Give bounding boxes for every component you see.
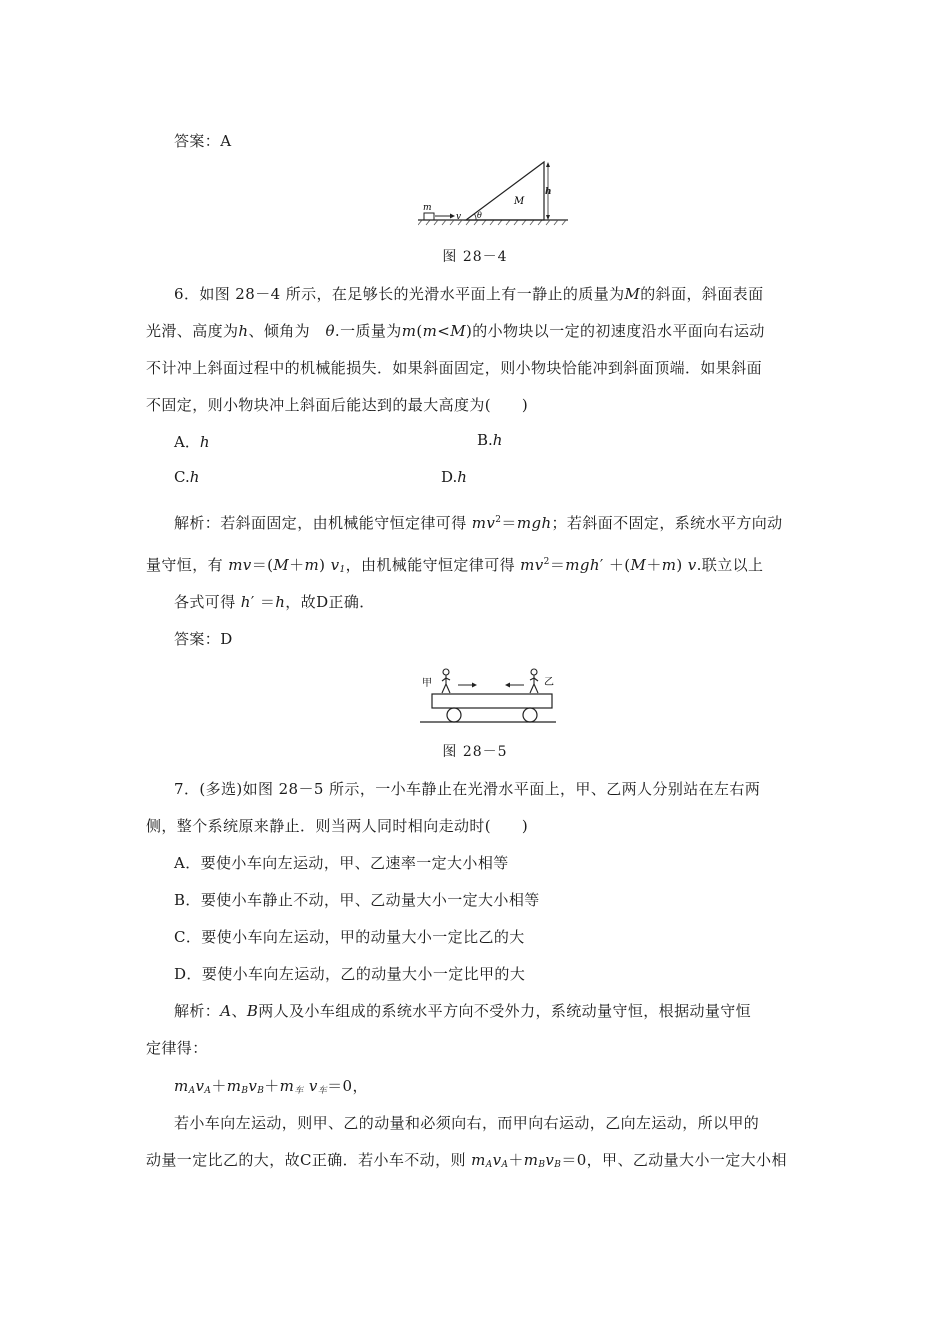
q7-option-d: D．要使小车向左运动，乙的动量大小一定比甲的大	[174, 965, 526, 983]
velocity-arrowhead	[450, 214, 455, 219]
cart-body	[432, 694, 552, 708]
person-yi	[530, 669, 538, 693]
answer-5: 答案：A	[174, 132, 232, 150]
person-jia	[442, 669, 450, 693]
q7-line-2: 侧，整个系统原来静止．则当两人同时相向走动时( )	[146, 817, 529, 835]
height-arrow-top	[546, 162, 550, 167]
arrow-left-head	[505, 683, 510, 688]
height-arrow-bottom	[546, 215, 550, 220]
label-yi: 乙	[544, 677, 554, 688]
label-m: m	[423, 203, 432, 213]
label-theta: θ	[477, 211, 482, 220]
arrow-right-head	[472, 683, 477, 688]
q6-option-a: A．h	[174, 433, 210, 451]
q6-solution-1: 解析：若斜面固定，由机械能守恒定律可得 $mv^2=mgh$；若斜面不固定，系统水平方向动	[174, 514, 783, 532]
q7-option-c: C．要使小车向左运动，甲的动量大小一定比乙的大	[174, 928, 525, 946]
answer-6: 答案：D	[174, 630, 233, 648]
q6-line-4: 不固定，则小物块冲上斜面后能达到的最大高度为( )	[146, 396, 529, 414]
q7-solution-1: 解析：A、B两人及小车组成的系统水平方向不受外力，系统动量守恒，根据动量守恒	[174, 1002, 752, 1020]
q6-line-1: 6．如图 28－4 所示，在足够长的光滑水平面上有一静止的质量为M的斜面，斜面表面	[174, 285, 764, 303]
small-block	[424, 213, 434, 220]
q7-line-1: 7．(多选)如图 28－5 所示，一小车静止在光滑水平面上，甲、乙两人分别站在左右两	[174, 780, 761, 798]
q6-option-d: D.h	[441, 468, 467, 486]
q6-option-c: C.h	[174, 468, 200, 486]
figure-28-5	[418, 660, 558, 726]
q6-option-b: B.h	[477, 431, 503, 449]
cart-wheel-right	[523, 708, 537, 722]
q7-solution-2: 定律得：	[146, 1039, 208, 1057]
q7-solution-4: 若小车向左运动，则甲、乙的动量和必须向右，而甲向右运动，乙向左运动，所以甲的	[174, 1114, 760, 1132]
q6-line-3: 不计冲上斜面过程中的机械能损失．如果斜面固定，则小物块恰能冲到斜面顶端．如果斜面	[146, 359, 763, 377]
q6-solution-3: 各式可得 h′ ＝h，故D正确．	[174, 593, 375, 611]
q6-solution-2: 量守恒，有 mv＝(M＋m) $v_1$，由机械能守恒定律可得 $mv^2=mgh' +(M+m)$ v.联立以上	[146, 556, 764, 575]
cart-wheel-left	[447, 708, 461, 722]
figure-28-4	[418, 158, 568, 228]
label-jia: 甲	[422, 678, 432, 689]
q7-option-b: B．要使小车静止不动，甲、乙动量大小一定大小相等	[174, 891, 540, 909]
ground-hatching	[418, 220, 566, 225]
q6-line-2: 光滑、高度为h、倾角为 θ.一质量为m(m<M)的小物块以一定的初速度沿水平面向右运动	[146, 322, 765, 340]
angle-arc	[475, 214, 477, 220]
q7-option-a: A．要使小车向左运动，甲、乙速率一定大小相等	[174, 854, 509, 872]
q7-equation: $m_Av_A+m_Bv_B+m_车$ $v_车=0$，	[174, 1077, 368, 1096]
label-h: h	[545, 187, 552, 197]
label-M: M	[514, 196, 525, 207]
figure-28-4-caption: 图 28－4	[442, 249, 508, 265]
figure-28-5-caption: 图 28－5	[442, 744, 508, 760]
label-v: v	[456, 212, 462, 222]
q7-solution-5: 动量一定比乙的大，故C正确．若小车不动，则 $m_Av_A+m_Bv_B=0$，甲、乙动量大小一定大小相	[146, 1151, 787, 1170]
